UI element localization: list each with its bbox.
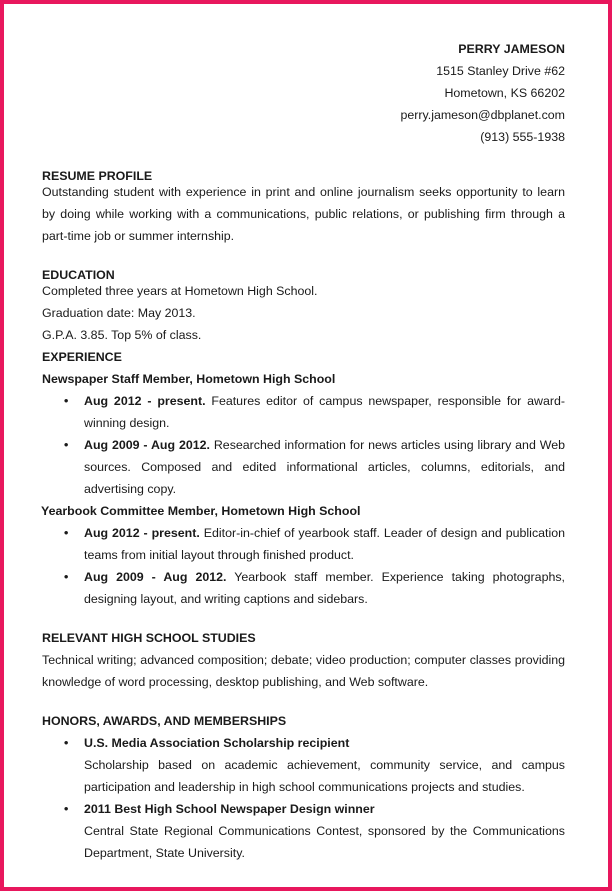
studies-section [42, 627, 565, 693]
job-heading: Newspaper Staff Member, Hometown High School [42, 372, 336, 386]
profile-text: Outstanding student with experience in print and online journalism seeks opportunity to learn by doing while working with a communications, public relations, or publishing firm through a part-time job or summer internship. [42, 185, 565, 243]
education-line: G.P.A. 3.85. Top 5% of class. [42, 328, 202, 342]
item-text: Yearbook staff member. Experience taking photographs, designing layout, and writing captions and sidebars. [84, 570, 565, 606]
section-title-experience: EXPERIENCE [42, 350, 122, 364]
item-date: Aug 2009 - Aug 2012. [84, 570, 227, 584]
bullet-icon: • [64, 394, 69, 408]
section-title-education: EDUCATION [42, 268, 115, 282]
experience-section [42, 346, 565, 610]
bullet-icon: • [64, 570, 69, 584]
item-text: Researched information for news articles using library and Web sources. Composed and edited informational articles, columns, editorials, and advertising copy. [84, 438, 565, 496]
job-bullets [42, 522, 565, 610]
bullet-icon: • [64, 438, 69, 452]
applicant-name: PERRY JAMESON [458, 42, 565, 56]
contact-header [42, 38, 565, 148]
honor-heading: U.S. Media Association Scholarship recipient [84, 736, 350, 750]
honors-section [42, 710, 565, 864]
education-line: Graduation date: May 2013. [42, 306, 196, 320]
item-date: Aug 2009 - Aug 2012. [84, 438, 210, 452]
resume-page [42, 38, 565, 864]
list-item [42, 732, 565, 798]
job-bullets [42, 390, 565, 500]
bullet-icon: • [64, 526, 69, 540]
item-text: Features editor of campus newspaper, responsible for award-winning design. [84, 394, 565, 430]
education-line: Completed three years at Hometown High School. [42, 284, 318, 298]
address-line-2: Hometown, KS 66202 [444, 86, 565, 100]
honor-heading: 2011 Best High School Newspaper Design winner [84, 802, 375, 816]
honors-list [42, 732, 565, 864]
list-item [42, 798, 565, 864]
list-item [42, 566, 565, 610]
list-item [42, 522, 565, 566]
email-address: perry.jameson@dbplanet.com [400, 108, 565, 122]
item-date: Aug 2012 - present. [84, 526, 200, 540]
job-heading: Yearbook Committee Member, Hometown High School [41, 504, 361, 518]
education-section [42, 264, 565, 346]
list-item [42, 434, 565, 500]
item-text: Editor-in-chief of yearbook staff. Leader of design and publication teams from initial layout through finished product. [84, 526, 566, 562]
item-date: Aug 2012 - present. [84, 394, 206, 408]
bullet-icon: • [64, 736, 69, 750]
address-line-1: 1515 Stanley Drive #62 [436, 64, 565, 78]
phone-number: (913) 555-1938 [480, 130, 565, 144]
honor-text: Central State Regional Communications Contest, sponsored by the Communications Department, State University. [84, 824, 565, 860]
profile-section [42, 165, 565, 247]
section-title-studies: RELEVANT HIGH SCHOOL STUDIES [42, 631, 256, 645]
bullet-icon: • [64, 802, 69, 816]
studies-text: Technical writing; advanced composition; debate; video production; computer classes providing knowledge of word processing, desktop publishing, and Web software. [42, 653, 565, 689]
section-title-profile: RESUME PROFILE [42, 169, 153, 183]
section-title-honors: HONORS, AWARDS, AND MEMBERSHIPS [42, 714, 287, 728]
list-item [42, 390, 565, 434]
honor-text: Scholarship based on academic achievement, community service, and campus participation and leadership in high school communications projects and studies. [84, 758, 565, 794]
